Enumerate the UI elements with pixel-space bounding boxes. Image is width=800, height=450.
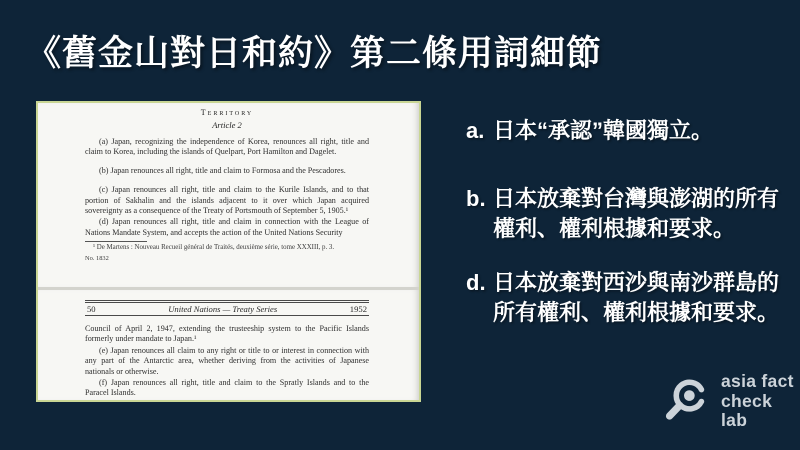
treaty-paragraph-d: (d) Japan renounces all right, title and claim in connection with the League of Nations Mandate System, and accepts the action of the United Nations Security xyxy=(85,217,369,237)
point-d xyxy=(466,268,790,328)
treaty-paragraph-c: (c) Japan renounces all right, title and claim to the Kurile Islands, and to that portion of Sakhalin and the islands adjacent to it over which Japan acquired sovereignty as a consequence of the Treaty of Portsmouth of September 5, 1905.¹ xyxy=(85,185,369,216)
year-label: 1952 xyxy=(349,304,367,314)
treaty-paragraph-continuation: Council of April 2, 1947, extending the trusteeship system to the Pacific Islands formerly under mandate to Japan.¹ xyxy=(85,324,369,344)
treaty-paragraph-b: (b) Japan renounces all right, title and claim to Formosa and the Pescadores. xyxy=(99,165,346,175)
magnifier-icon xyxy=(656,372,714,430)
treaty-paragraph-f: (f) Japan renounces all right, title and claim to the Spratly Islands and to the Paracel Islands. xyxy=(85,378,369,398)
point-a-text: 日本“承認”韓國獨立。 xyxy=(493,118,714,143)
page-title: 《舊金山對日和約》第二條用詞細節 xyxy=(26,34,603,73)
logo-wordmark xyxy=(721,372,800,431)
article-heading: Article 2 xyxy=(212,120,242,130)
series-title: United Nations — Treaty Series xyxy=(168,304,278,314)
point-d-text: 日本放棄對西沙與南沙群島的所有權利、權利根據和要求。 xyxy=(493,270,780,325)
point-d-label: d. xyxy=(466,270,486,295)
treaty-paragraph-e: (e) Japan renounces all claim to any right or title to or interest in connection with any part of the Antarctic area, whether deriving from the activities of Japanese nationals or otherwise. xyxy=(85,345,369,376)
treaty-scan-excerpt-1 xyxy=(38,103,419,287)
treaty-scan-image xyxy=(36,101,421,402)
footnote-citation: ¹ De Martens : Nouveau Recueil général de Traités, deuxième série, tome XXXIII, p. 3. xyxy=(93,244,335,252)
treaty-paragraph-a: (a) Japan, recognizing the independence of Korea, renounces all right, title and claim to Korea, including the islands of Quelpart, Port Hamilton and Dagelet. xyxy=(85,137,369,157)
logo-line-1: asia fact xyxy=(721,371,794,391)
logo-line-2: check lab xyxy=(721,390,773,430)
treaty-number: No. 1832 xyxy=(85,254,109,262)
point-b-label: b. xyxy=(466,186,486,211)
asia-fact-check-lab-logo xyxy=(656,372,800,431)
point-b-text: 日本放棄對台灣與澎湖的所有權利、權利根據和要求。 xyxy=(493,186,780,241)
footnote-divider xyxy=(85,241,147,242)
treaty-scan-excerpt-2 xyxy=(38,290,419,400)
section-heading: Territory xyxy=(200,108,254,117)
untreaty-running-header xyxy=(85,303,369,316)
point-a-label: a. xyxy=(466,118,485,143)
point-a xyxy=(466,116,790,146)
point-b xyxy=(466,184,790,244)
page-number: 50 xyxy=(87,304,96,314)
